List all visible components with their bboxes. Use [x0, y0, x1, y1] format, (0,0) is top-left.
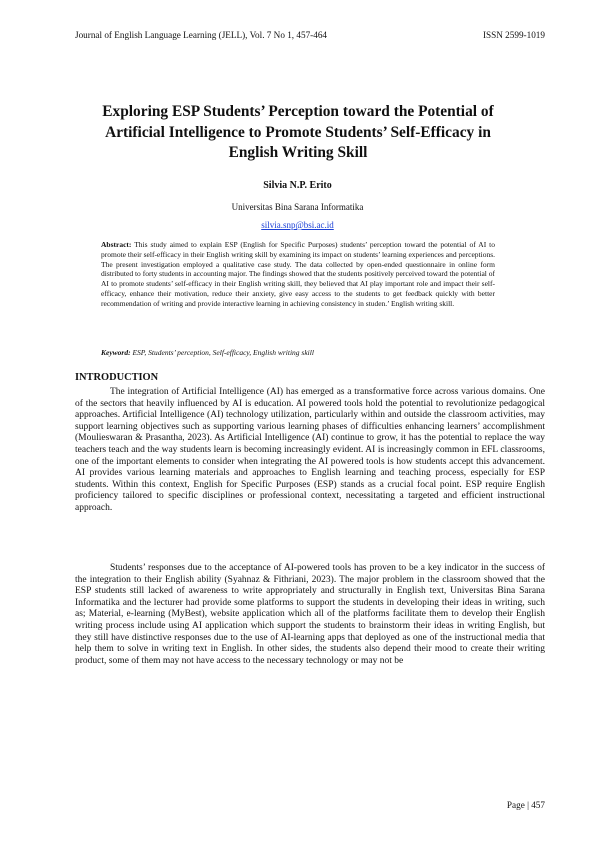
author-name: Silvia N.P. Erito [263, 180, 332, 191]
introduction-paragraph-1-block [75, 387, 545, 515]
keywords-label: Keyword: [101, 348, 131, 357]
author-email-line [0, 220, 595, 231]
introduction-paragraph: Students’ responses due to the acceptance of AI-powered tools has proven to be a key indicator in the success of the integration to their English ability (Syahnaz & Fithriani, 2023). The major problem in the classroom showed that the ESP students still lacked of awareness to write appropriately and structurally in English text, Universitas Bina Sarana Informatika and the lecturer had provide some platforms to support the students in developing their ideas in writing, such as; Material, e-learning (MyBest), website application which all of the platforms facilitate them to develop their English writing process include using AI application which support the students to brainstorm their ideas in writing English, but they still have distinctive responses due to the use of AI-learning apps that deployed as one of the instructional media that help them to solve in writing text in English. In other sides, the students also depend their mood to create their writing product, some of them may not have access to the necessary technology or may not be [75, 563, 545, 666]
introduction-paragraph: The integration of Artificial Intelligence (AI) has emerged as a transformative force across various domains. One of the sectors that heavily influenced by AI is education. AI powered tools hold the potential to revolutionize pedagogical approaches. Artificial Intelligence (AI) technology utilization, particularly within and outside the classroom activities, may support learning objectives such as supporting various learning phases of difficulties enhancing learners’ accomplishment (Moulieswaran & Prasantha, 2023). As Artificial Intelligence (AI) continue to grow, it has the potential to replace the way teachers teach and the way students learn is becoming increasingly evident. AI is increasingly common in EFL classrooms, one of the important elements to consider when integrating the AI powered tools is how students accept this advancement. AI provides various learning materials and approaches to English learning and teaching process, especially for ESP students. Within this context, English for Specific Purposes (ESP) stands as a crucial focal point. ESP require English proficiency tailored to specific disciplines or professional context, necessitating a targeted and efficient instructional approach. [75, 387, 545, 513]
page-number: Page | 457 [506, 800, 545, 810]
abstract-label: Abstract: [101, 240, 132, 249]
journal-citation: Journal of English Language Learning (JELL), Vol. 7 No 1, 457-464 [75, 30, 328, 40]
section-heading-introduction: INTRODUCTION [75, 372, 159, 383]
keywords-text: ESP, Students’ perception, Self-efficacy, English writing skill [130, 348, 314, 357]
abstract-text: This study aimed to explain ESP (English for Specific Purposes) students’ perception toward the potential of AI to promote their self-efficacy in their English writing skill by examining its impact on students’ learning experiences and perceptions. The present investigation employed a qualitative case study. The data collected by open-ended questionnaire in online form distributed to forty students in accounting major. The findings showed that the students positively perceived toward the potential of AI to promote students’ self-efficacy in their English writing skill, they believed that AI play important role and impact their self-efficacy, enhance their motivation, reduce their anxiety, give easy access to the students to get feedback quickly with better recommendation of writing and provide interactive learning in achieving consistency in studen.’ English writing skill. [101, 240, 495, 308]
issn: ISSN 2599-1019 [482, 30, 545, 40]
introduction-paragraph-2-block [75, 563, 545, 667]
keywords [101, 348, 495, 358]
paper-title: Exploring ESP Students’ Perception toward the Potential of Artificial Intelligence to Promote Students’ Self-Efficacy in English Writing Skill [102, 103, 494, 161]
author-affiliation: Universitas Bina Sarana Informatika [231, 202, 364, 212]
author-email-link[interactable]: silvia.snp@bsi.ac.id [261, 220, 334, 230]
abstract [101, 240, 495, 309]
